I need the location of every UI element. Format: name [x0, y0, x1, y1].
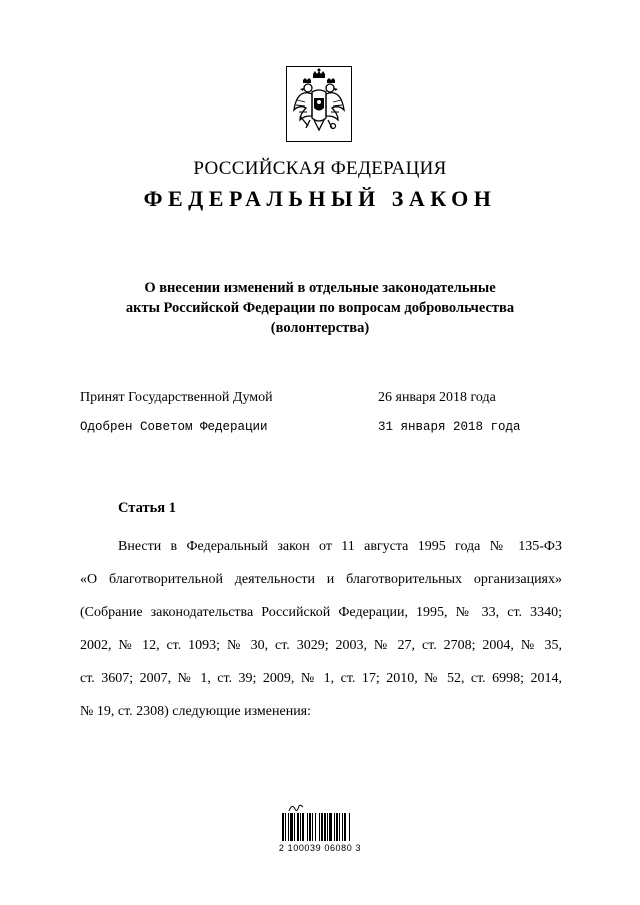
- article-line: (Собрание законодательства Российской Федерации, 1995, № 33, ст. 3340;: [80, 605, 562, 620]
- article-heading: Статья 1: [118, 500, 176, 516]
- law-title: [90, 278, 550, 338]
- law-title-line: О внесении изменений в отдельные законодательные: [144, 280, 496, 296]
- article-line: ст. 3607; 2007, № 1, ст. 39; 2009, № 1, ст. 17; 2010, № 52, ст. 6998; 2014,: [80, 671, 562, 686]
- article-line: «О благотворительной деятельности и благотворительных организациях»: [80, 572, 562, 587]
- coat-of-arms-icon: [286, 66, 352, 142]
- article-line: № 19, ст. 2308) следующие изменения:: [80, 704, 312, 719]
- article-line: 2002, № 12, ст. 1093; № 30, ст. 3029; 2003, № 27, ст. 2708; 2004, № 35,: [80, 638, 562, 653]
- law-title-line: акты Российской Федерации по вопросам добровольчества: [125, 300, 515, 316]
- barcode-number: 2 100039 06080 3: [278, 843, 362, 853]
- duma-adoption-label: Принят Государственной Думой: [80, 390, 273, 405]
- signature-mark-icon: [288, 803, 304, 813]
- article-line: Внести в Федеральный закон от 11 августа 1995 года № 135-ФЗ: [118, 539, 562, 554]
- barcode-icon: [282, 813, 360, 841]
- document-type: ФЕДЕРАЛЬНЫЙ ЗАКОН: [143, 186, 497, 211]
- barcode-stripe: [350, 813, 351, 841]
- duma-adoption-date: 26 января 2018 года: [378, 390, 496, 405]
- country-name: РОССИЙСКАЯ ФЕДЕРАЦИЯ: [193, 158, 447, 179]
- council-approval-label: Одобрен Советом Федерации: [80, 420, 268, 434]
- barcode: [276, 803, 364, 857]
- law-title-line: (волонтерства): [270, 320, 370, 336]
- article-body: [80, 530, 562, 728]
- council-approval-date: 31 января 2018 года: [378, 420, 521, 434]
